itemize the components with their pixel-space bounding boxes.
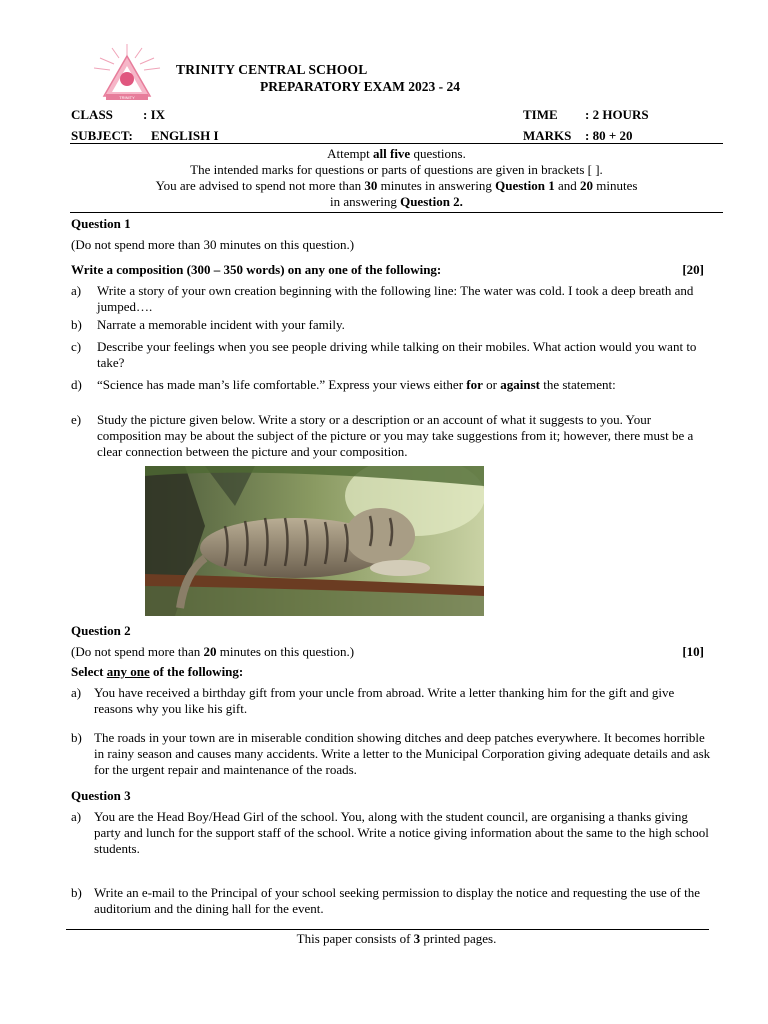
question-2-instruction: Select any one of the following:: [71, 664, 244, 679]
question-1-title: Question 1: [71, 216, 131, 231]
logo-text: TRINITY: [119, 95, 135, 100]
question-3-title: Question 3: [71, 788, 131, 803]
question-3-option-b: b) Write an e-mail to the Principal of your school seeking permission to display the notice and requesting the use of the auditorium and the dining hall for the event.: [71, 885, 700, 916]
question-1-option-b: b) Narrate a memorable incident with your family.: [71, 317, 345, 332]
time-value: : 2 HOURS: [585, 107, 649, 122]
instruction-line-1: Attempt all five questions.: [327, 146, 466, 161]
header-divider: [70, 143, 723, 144]
school-name: TRINITY CENTRAL SCHOOL: [176, 62, 368, 77]
question-1-marks: [20]: [682, 262, 704, 277]
class-value: : IX: [143, 107, 166, 122]
question-1-note: (Do not spend more than 30 minutes on this question.): [71, 237, 355, 252]
question-1-instruction: Write a composition (300 – 350 words) on any one of the following:: [71, 262, 442, 277]
time-label: TIME: [523, 107, 558, 122]
instructions-divider: [70, 212, 723, 213]
question-2-option-b: b) The roads in your town are in miserable condition showing ditches and deep patches everywhere. It becomes horrible in rainy season and causes many accidents. Write a letter to the Municipal Corporation giving adequate details and ask for the urgent repair and maintenance of the roads.: [71, 730, 711, 777]
exam-title: PREPARATORY EXAM 2023 - 24: [260, 79, 461, 94]
question-2-option-a: a) You have received a birthday gift from your uncle from abroad. Write a letter thanking him for the gift and give reasons why you like his gift.: [71, 685, 675, 716]
question-3-option-a: a) You are the Head Boy/Head Girl of the school. You, along with the student council, are organising a thanks giving party and lunch for the support staff of the school. Write a notice giving information about the same to the high school students.: [71, 809, 709, 856]
question-1-option-d: d) “Science has made man’s life comfortable.” Express your views either for or against the statement:: [71, 377, 616, 392]
footer-divider: [66, 929, 709, 930]
question-2-marks: [10]: [682, 644, 704, 659]
school-logo-icon: [92, 42, 162, 102]
question-1-option-e: e) Study the picture given below. Write a story or a description or an account of what it suggests to you. Your composition may be about the subject of the picture or you may take suggestions from it; however, there must be a clear connection between the picture and your composition.: [71, 412, 694, 459]
instruction-line-4: in answering Question 2.: [330, 194, 463, 209]
marks-label: MARKS: [523, 128, 572, 143]
tiger-on-branch-picture: [145, 466, 484, 616]
page-count-footer: This paper consists of 3 printed pages.: [296, 931, 497, 946]
instruction-line-3: You are advised to spend not more than 30 minutes in answering Question 1 and 20 minutes: [155, 178, 638, 193]
class-label: CLASS: [71, 107, 113, 122]
question-2-title: Question 2: [71, 623, 131, 638]
subject-label: SUBJECT:: [71, 128, 133, 143]
question-1-option-c: c) Describe your feelings when you see people driving while talking on their mobiles. What action would you want to take?: [71, 339, 697, 370]
question-1-option-a: a) Write a story of your own creation beginning with the following line: The water was cold. I took a deep breath and jumped….: [71, 283, 694, 314]
question-2-note: (Do not spend more than 20 minutes on this question.): [71, 644, 355, 659]
subject-value: ENGLISH I: [151, 128, 219, 143]
marks-value: : 80 + 20: [585, 128, 633, 143]
instruction-line-2: The intended marks for questions or parts of questions are given in brackets [ ].: [190, 162, 603, 177]
